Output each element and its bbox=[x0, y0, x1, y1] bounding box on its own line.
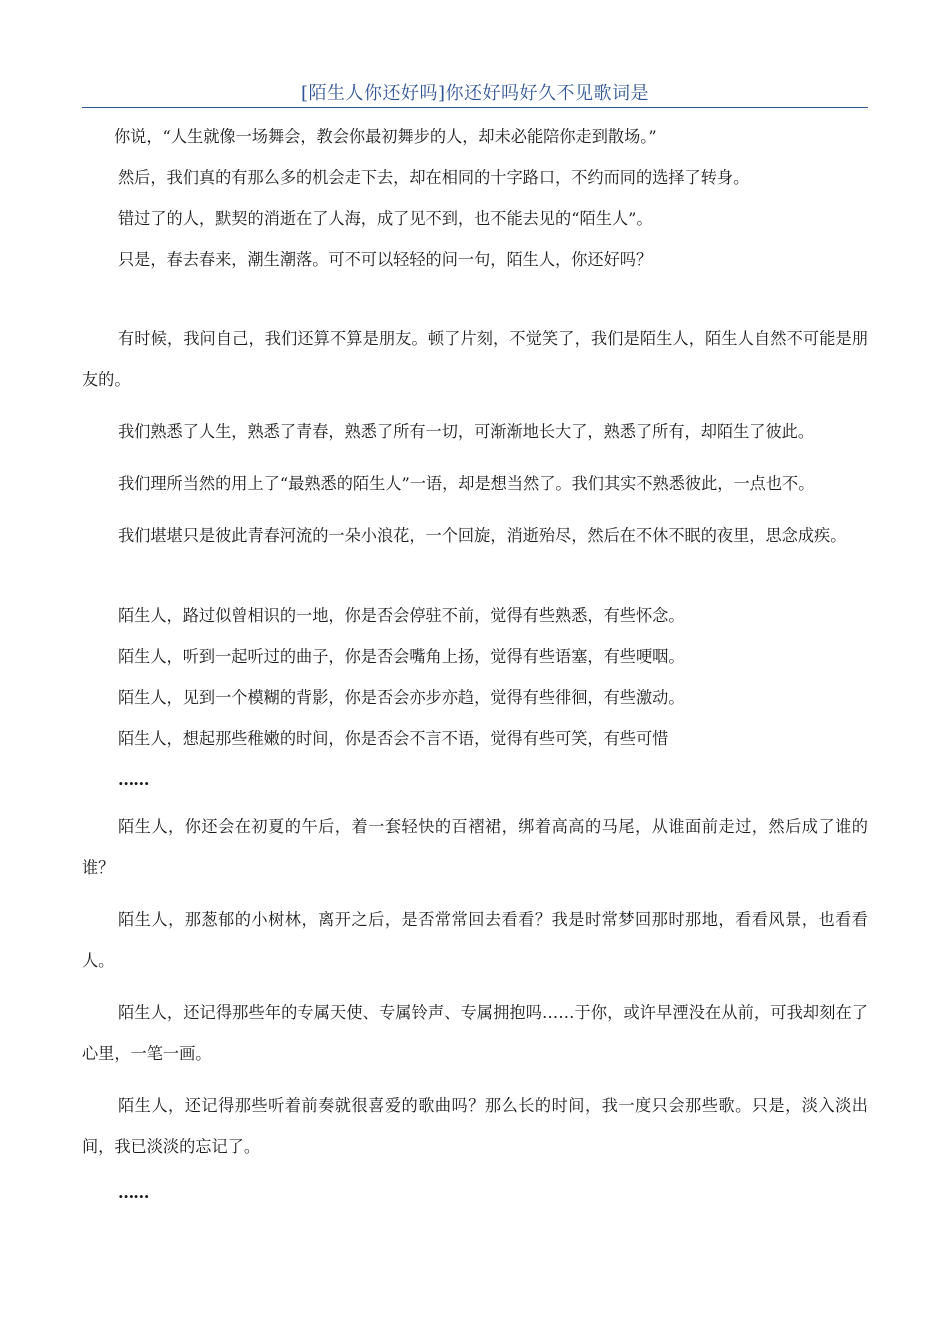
paragraph: 我们堪堪只是彼此青春河流的一朵小浪花，一个回旋，消逝殆尽，然后在不休不眠的夜里，思念成疾。 bbox=[118, 526, 847, 545]
paragraph: 错过了的人，默契的消逝在了人海，成了见不到，也不能去见的“陌生人”。 bbox=[118, 209, 653, 228]
ellipsis-line: …… bbox=[118, 770, 149, 789]
header-divider bbox=[82, 107, 868, 108]
paragraph: 陌生人，那葱郁的小树林，离开之后，是否常常回去看看？我是时常梦回那时那地，看看风景，也看看人。 bbox=[82, 910, 868, 970]
paragraph: 陌生人，还记得那些听着前奏就很喜爱的歌曲吗？那么长的时间，我一度只会那些歌。只是，淡入淡出间，我已淡淡的忘记了。 bbox=[82, 1096, 868, 1156]
paragraph: 你说，“人生就像一场舞会，教会你最初舞步的人，却未必能陪你走到散场。” bbox=[114, 127, 657, 146]
section-gap bbox=[82, 286, 868, 318]
paragraph: 陌生人，还记得那些年的专属天使、专属铃声、专属拥抱吗……于你，或许早湮没在从前，可我却刻在了心里，一笔一画。 bbox=[82, 1003, 868, 1063]
document-title: [陌生人你还好吗]你还好吗好久不见歌词是 bbox=[300, 83, 650, 104]
paragraph: 有时候，我问自己，我们还算不算是朋友。顿了片刻，不觉笑了，我们是陌生人，陌生人自然不可能是朋友的。 bbox=[82, 329, 868, 389]
paragraph: 陌生人，路过似曾相识的一地，你是否会停驻不前，觉得有些熟悉，有些怀念。 bbox=[118, 606, 685, 625]
section-gap bbox=[82, 567, 868, 601]
paragraph: 陌生人，你还会在初夏的午后，着一套轻快的百褶裙，绑着高高的马尾，从谁面前走过，然后成了谁的谁？ bbox=[82, 817, 868, 877]
paragraph: 陌生人，见到一个模糊的背影，你是否会亦步亦趋，觉得有些徘徊，有些激动。 bbox=[118, 688, 685, 707]
paragraph: 我们熟悉了人生，熟悉了青春，熟悉了所有一切，可渐渐地长大了，熟悉了所有，却陌生了彼此。 bbox=[118, 422, 815, 441]
document-body bbox=[82, 122, 868, 1219]
paragraph: 我们理所当然的用上了“最熟悉的陌生人”一语，却是想当然了。我们其实不熟悉彼此，一点也不。 bbox=[118, 474, 815, 493]
paragraph: 陌生人，想起那些稚嫩的时间，你是否会不言不语，觉得有些可笑，有些可惜 bbox=[118, 729, 669, 748]
paragraph: 然后，我们真的有那么多的机会走下去，却在相同的十字路口，不约而同的选择了转身。 bbox=[118, 168, 750, 187]
paragraph: 陌生人，听到一起听过的曲子，你是否会嘴角上扬，觉得有些语塞，有些哽咽。 bbox=[118, 647, 685, 666]
paragraph: 只是，春去春来，潮生潮落。可不可以轻轻的问一句，陌生人，你还好吗？ bbox=[118, 250, 653, 269]
ellipsis-line: …… bbox=[118, 1183, 149, 1202]
